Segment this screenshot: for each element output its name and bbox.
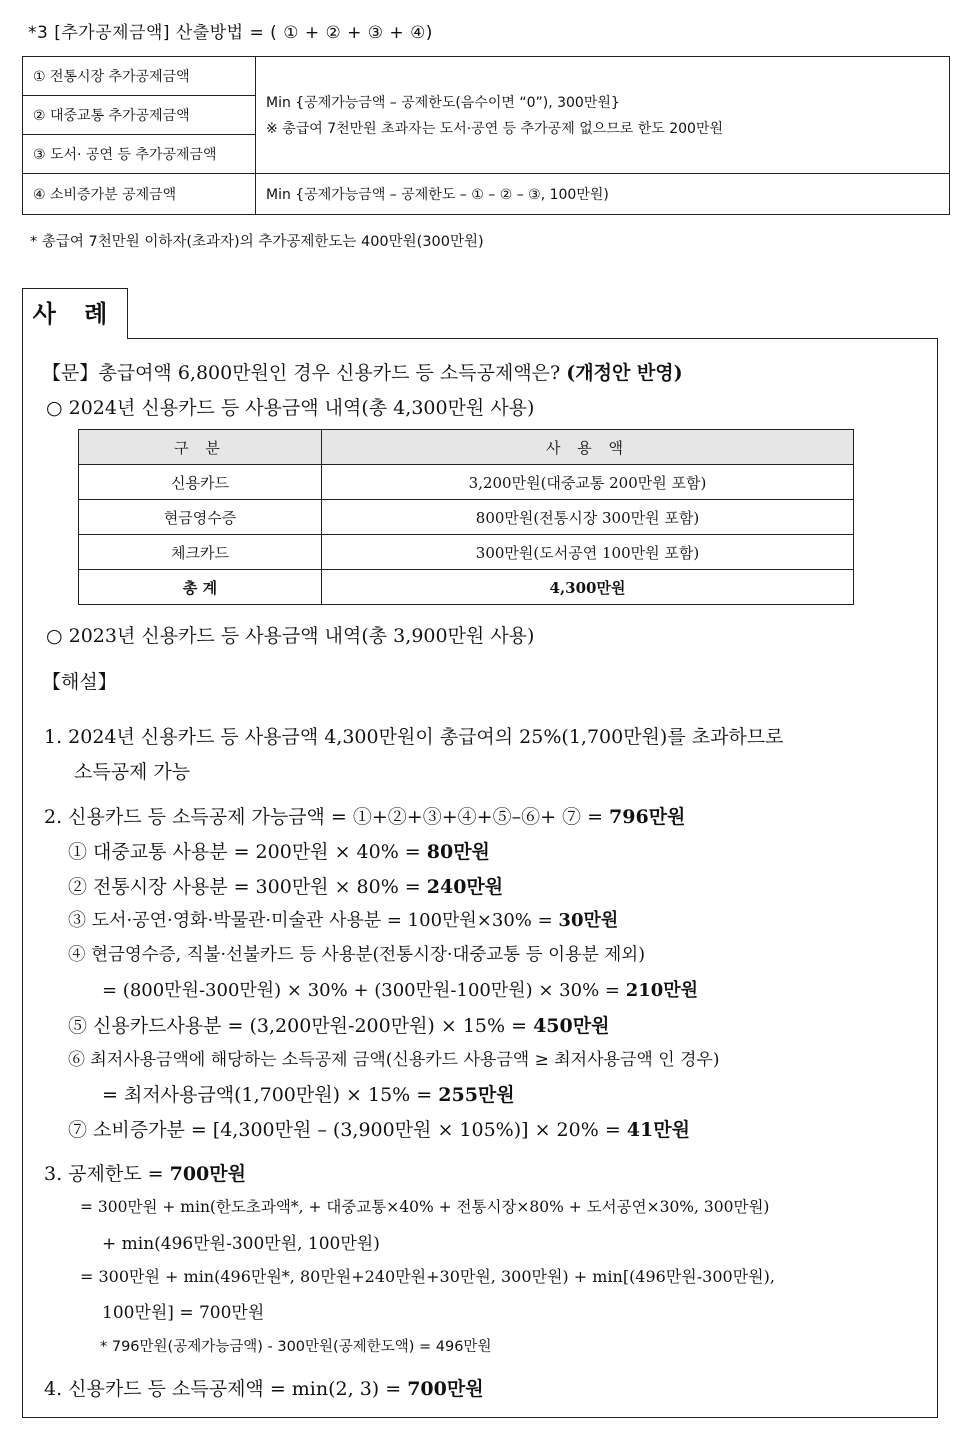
usage-table [78, 429, 854, 605]
step4-text: 4. 신용카드 등 소득공제액 = min(2, 3) = [44, 1378, 408, 1400]
item5-text: ⑤ 신용카드사용분 = (3,200만원-200만원) × 15% = [68, 1015, 534, 1037]
step3-line4: 100만원] = 700만원 [102, 1303, 265, 1323]
table-row [79, 500, 854, 535]
question-text: 총급여액 6,800만원인 경우 신용카드 등 소득공제액은? [98, 362, 561, 384]
item1 [68, 837, 490, 864]
item2 [68, 872, 503, 899]
table-cell: 3,200만원(대중교통 200만원 포함) [322, 465, 854, 500]
step2 [44, 802, 685, 829]
explanation-label: 【해설】 [42, 671, 117, 693]
step3-text: 3. 공제한도 = [44, 1163, 170, 1185]
step3-line3: = 300만원 + min(496만원*, 80만원+240만원+30만원, 300만원) + min[(496만원-300만원), [80, 1267, 775, 1286]
table-row [79, 465, 854, 500]
merged-formula-line1: Min {공제가능금액 – 공제한도(음수이면 “0”), 300만원} [266, 95, 620, 111]
bullet-2024: ○ 2024년 신용카드 등 사용금액 내역(총 4,300만원 사용) [46, 397, 535, 419]
item4-result: 210만원 [625, 980, 699, 1001]
step2-result: 796만원 [609, 806, 686, 828]
item1-text: ① 대중교통 사용분 = 200만원 × 40% = [68, 841, 427, 863]
item4-line1: ④ 현금영수증, 직불·선불카드 등 사용분(전통시장·대중교통 등 이용분 제외) [68, 945, 646, 965]
merged-formula-line2: ※ 총급여 7천만원 초과자는 도서·공연 등 추가공제 없으므로 한도 200만원 [266, 121, 724, 137]
item6-result: 255만원 [438, 1084, 515, 1106]
row-label-2: ② 대중교통 추가공제금액 [23, 96, 256, 135]
table-cell: 체크카드 [79, 535, 322, 570]
step2-text: 2. 신용카드 등 소득공제 가능금액 = ①+②+③+④+⑤–⑥+ ⑦ = [44, 806, 610, 828]
step3-line1: = 300만원 + min(한도초과액*, + 대중교통×40% + 전통시장×80% + 도서공연×30%, 300만원) [80, 1198, 770, 1216]
item4-text: = (800만원-300만원) × 30% + (300만원-100만원) × 30% = [102, 980, 626, 1001]
bullet-2023: ○ 2023년 신용카드 등 사용금액 내역(총 3,900만원 사용) [46, 625, 535, 647]
total-value: 4,300만원 [322, 570, 854, 605]
item2-result: 240만원 [426, 876, 504, 898]
step3-line2: + min(496만원-300만원, 100만원) [102, 1234, 380, 1254]
step1-line2: 소득공제 가능 [74, 761, 191, 783]
table-row [79, 535, 854, 570]
step3-note: * 796만원(공제가능금액) - 300만원(공제한도액) = 496만원 [100, 1339, 492, 1355]
row4-formula: Min {공제가능금액 – 공제한도 – ① – ② – ③, 100만원) [256, 174, 950, 215]
item6-line2 [102, 1080, 515, 1107]
formula-title: *3 [추가공제금액] 산출방법 = ( ① + ② + ③ + ④) [28, 23, 433, 43]
row-label-1: ① 전통시장 추가공제금액 [23, 57, 256, 96]
question-prefix: 【문】 [42, 362, 99, 384]
item4-line2 [102, 976, 698, 1002]
step4 [44, 1374, 484, 1401]
question-bold: (개정안 반영) [566, 362, 683, 384]
item7-result: 41만원 [626, 1119, 690, 1141]
table-cell: 800만원(전통시장 300만원 포함) [322, 500, 854, 535]
item7-text: ⑦ 소비증가분 = [4,300만원 – (3,900만원 × 105%)] × 20% = [68, 1119, 627, 1141]
item7 [68, 1115, 690, 1142]
calc-method-table [22, 56, 950, 215]
step3-result: 700만원 [169, 1163, 246, 1185]
row-label-3: ③ 도서· 공연 등 추가공제금액 [23, 135, 256, 174]
step1-line1: 1. 2024년 신용카드 등 사용금액 4,300만원이 총급여의 25%(1,700만원)를 초과하므로 [44, 726, 784, 748]
step4-result: 700만원 [407, 1378, 484, 1400]
row-label-4: ④ 소비증가분 공제금액 [23, 174, 256, 215]
item5 [68, 1011, 609, 1038]
table-cell: 신용카드 [79, 465, 322, 500]
item3 [68, 906, 618, 932]
table-header-amount: 사 용 액 [322, 430, 854, 465]
item5-result: 450만원 [533, 1015, 610, 1037]
table-cell: 300만원(도서공연 100만원 포함) [322, 535, 854, 570]
total-label: 총 계 [79, 570, 322, 605]
item1-result: 80만원 [426, 841, 490, 863]
question [42, 358, 683, 385]
case-title: 사 례 [22, 288, 128, 339]
merged-formula-cell [256, 57, 950, 174]
item2-text: ② 전통시장 사용분 = 300만원 × 80% = [68, 876, 427, 898]
limit-note: * 총급여 7천만원 이하자(초과자)의 추가공제한도는 400만원(300만원) [30, 234, 484, 250]
item6-line1: ⑥ 최저사용금액에 해당하는 소득공제 금액(신용카드 사용금액 ≥ 최저사용금액 인 경우) [68, 1050, 720, 1070]
item6-text: = 최저사용금액(1,700만원) × 15% = [102, 1084, 439, 1106]
item3-text: ③ 도서·공연·영화·박물관·미술관 사용분 = 100만원×30% = [68, 910, 559, 931]
table-header-category: 구 분 [79, 430, 322, 465]
item3-result: 30만원 [558, 910, 619, 931]
table-cell: 현금영수증 [79, 500, 322, 535]
step3 [44, 1159, 246, 1186]
table-total-row [79, 570, 854, 605]
